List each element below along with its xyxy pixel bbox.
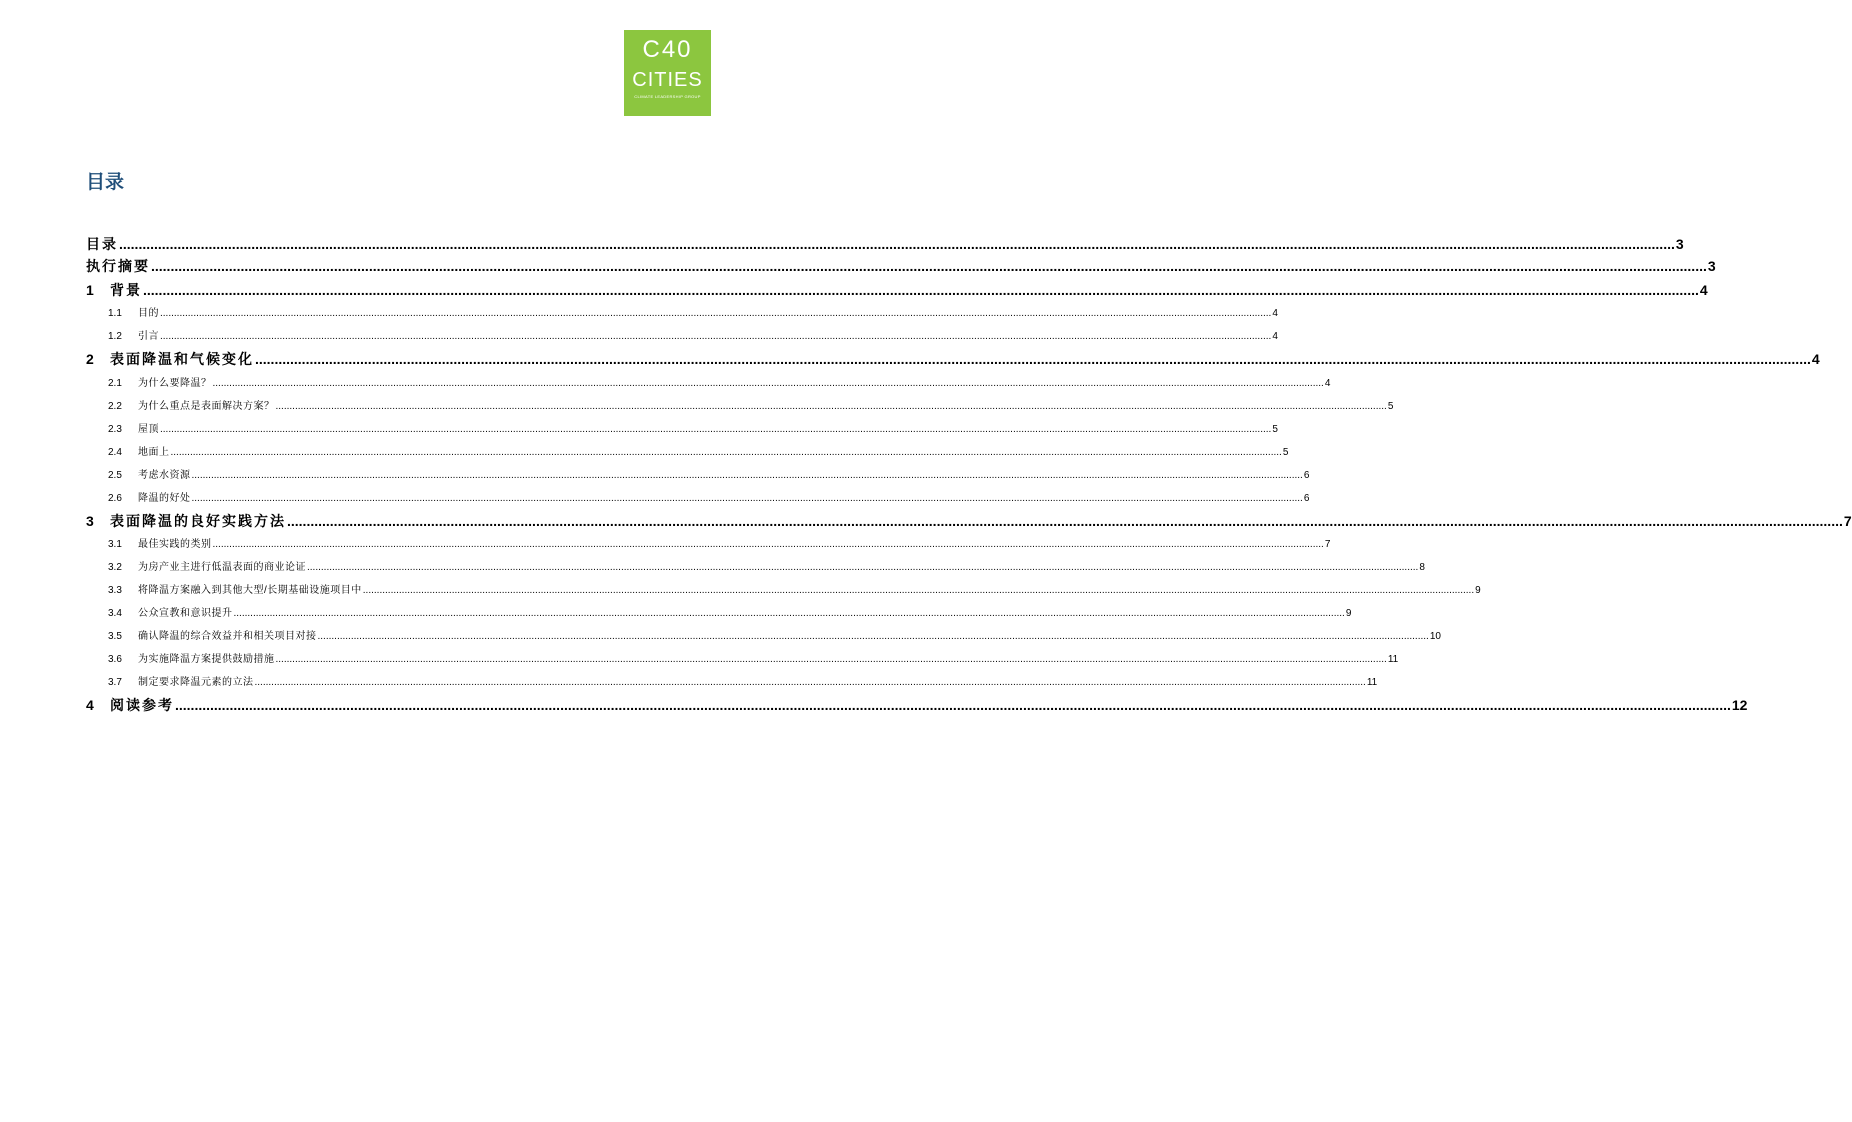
- toc-entry-label: 表面降温的良好实践方法: [110, 512, 286, 529]
- logo-line-2: CITIES: [632, 69, 703, 91]
- toc-entry-page: 4: [1811, 351, 1820, 367]
- toc-entry-page: 9: [1475, 585, 1481, 596]
- toc-entry[interactable]: [86, 625, 1441, 648]
- toc-entry-label: 最佳实践的类别: [138, 539, 212, 550]
- toc-leader-dots: ................................................................................................................................................................................................................................................................................................................................................................................................................: [212, 539, 1324, 550]
- toc-entry-page: 4: [1272, 331, 1278, 342]
- toc-entry-page: 12: [1731, 697, 1748, 713]
- toc-entry[interactable]: [86, 255, 1716, 279]
- toc-entry-label: 目的: [138, 308, 159, 319]
- toc-entry-number: 2.6: [108, 492, 122, 504]
- toc-entry-label: 背景: [110, 281, 142, 298]
- toc-entry-label: 确认降温的综合效益并和相关项目对接: [138, 631, 317, 642]
- toc-entry-label: 地面上: [138, 446, 170, 458]
- toc-entry-page: 4: [1699, 281, 1708, 298]
- toc-entry[interactable]: [86, 395, 1394, 418]
- toc-entry[interactable]: [86, 441, 1289, 464]
- toc-entry-page: 8: [1419, 562, 1425, 573]
- toc-entry-page: 3: [1675, 236, 1684, 252]
- toc-leader-dots: ................................................................................................................................................................................................................................................................................................................................................................................................................: [119, 236, 1675, 252]
- toc-entry[interactable]: [86, 556, 1425, 579]
- toc-entry[interactable]: [86, 348, 1820, 372]
- toc-entry-label: 为房产业主进行低温表面的商业论证: [138, 562, 306, 573]
- toc-entry-label: 执行摘要: [86, 258, 150, 274]
- toc-entry[interactable]: [86, 487, 1310, 510]
- toc-entry-page: 7: [1324, 539, 1331, 550]
- toc-entry[interactable]: [86, 372, 1331, 395]
- toc-entry-page: 6: [1303, 469, 1310, 481]
- toc-leader-dots: ................................................................................................................................................................................................................................................................................................................................................................................................................: [307, 562, 1419, 573]
- toc-leader-dots: ................................................................................................................................................................................................................................................................................................................................................................................................................: [275, 400, 1387, 412]
- toc-entry-number: 3.2: [108, 562, 122, 573]
- table-of-contents: [86, 233, 1852, 718]
- toc-entry-number: 2.4: [108, 446, 122, 458]
- page-title: 目录: [86, 172, 125, 193]
- logo-line-1: C40: [642, 36, 693, 63]
- toc-entry[interactable]: [86, 510, 1852, 534]
- toc-entry-page: 7: [1843, 512, 1852, 529]
- toc-entry-label: 屋顶: [138, 423, 159, 435]
- toc-entry-number: 2: [86, 351, 94, 367]
- toc-leader-dots: ................................................................................................................................................................................................................................................................................................................................................................................................................: [191, 469, 1303, 481]
- toc-entry-number: 1: [86, 281, 94, 298]
- toc-leader-dots: ................................................................................................................................................................................................................................................................................................................................................................................................................: [151, 258, 1707, 274]
- toc-entry-page: 9: [1345, 608, 1352, 619]
- toc-entry[interactable]: [86, 464, 1310, 487]
- toc-entry-label: 目录: [86, 236, 118, 252]
- toc-entry[interactable]: [86, 279, 1708, 303]
- toc-entry-number: 2.5: [108, 469, 122, 481]
- toc-leader-dots: ................................................................................................................................................................................................................................................................................................................................................................................................................: [317, 631, 1429, 642]
- toc-entry-page: 5: [1282, 446, 1289, 458]
- toc-leader-dots: ................................................................................................................................................................................................................................................................................................................................................................................................................: [170, 446, 1282, 458]
- toc-entry-page: 3: [1707, 258, 1716, 274]
- toc-entry[interactable]: [86, 694, 1748, 718]
- toc-entry[interactable]: [86, 302, 1278, 325]
- toc-entry-number: 4: [86, 697, 94, 713]
- toc-entry[interactable]: [86, 579, 1481, 602]
- toc-leader-dots: ................................................................................................................................................................................................................................................................................................................................................................................................................: [233, 608, 1345, 619]
- toc-leader-dots: ................................................................................................................................................................................................................................................................................................................................................................................................................: [254, 677, 1366, 688]
- toc-entry-number: 1.1: [108, 308, 122, 319]
- toc-entry-number: 3.7: [108, 677, 122, 688]
- toc-leader-dots: ................................................................................................................................................................................................................................................................................................................................................................................................................: [212, 377, 1324, 389]
- toc-leader-dots: ................................................................................................................................................................................................................................................................................................................................................................................................................: [143, 281, 1699, 298]
- toc-entry-number: 2.3: [108, 423, 122, 435]
- toc-entry[interactable]: [86, 671, 1378, 694]
- toc-leader-dots: ................................................................................................................................................................................................................................................................................................................................................................................................................: [160, 308, 1272, 319]
- logo-tagline: CLIMATE LEADERSHIP GROUP: [634, 94, 701, 99]
- toc-entry[interactable]: [86, 602, 1352, 625]
- toc-entry-label: 表面降温和气候变化: [110, 351, 254, 367]
- toc-entry-label: 公众宣教和意识提升: [138, 608, 233, 619]
- toc-entry-page: 11: [1387, 654, 1399, 665]
- toc-entry-number: 3: [86, 512, 94, 529]
- toc-leader-dots: ................................................................................................................................................................................................................................................................................................................................................................................................................: [275, 654, 1387, 665]
- toc-entry-label: 降温的好处: [138, 492, 191, 504]
- toc-entry-number: 3.3: [108, 585, 122, 596]
- toc-entry[interactable]: [86, 533, 1331, 556]
- toc-leader-dots: ................................................................................................................................................................................................................................................................................................................................................................................................................: [191, 492, 1303, 504]
- toc-entry-page: 5: [1272, 423, 1278, 435]
- toc-entry-page: 4: [1324, 377, 1331, 389]
- toc-entry-number: 2.2: [108, 400, 122, 412]
- toc-entry-label: 为什么重点是表面解决方案？: [138, 400, 275, 412]
- toc-entry-page: 4: [1272, 308, 1278, 319]
- toc-entry-label: 将降温方案融入到其他大型/长期基础设施项目中: [138, 585, 362, 596]
- toc-entry[interactable]: [86, 418, 1278, 441]
- toc-leader-dots: ................................................................................................................................................................................................................................................................................................................................................................................................................: [175, 697, 1731, 713]
- toc-leader-dots: ................................................................................................................................................................................................................................................................................................................................................................................................................: [160, 423, 1272, 435]
- toc-entry-page: 10: [1429, 631, 1441, 642]
- toc-entry-number: 3.1: [108, 539, 122, 550]
- toc-entry-page: 5: [1387, 400, 1394, 412]
- toc-leader-dots: ................................................................................................................................................................................................................................................................................................................................................................................................................: [255, 351, 1811, 367]
- toc-entry-number: 3.5: [108, 631, 122, 642]
- toc-entry-label: 为实施降温方案提供鼓励措施: [138, 654, 275, 665]
- toc-entry[interactable]: [86, 325, 1278, 348]
- toc-entry-label: 考虑水资源: [138, 469, 191, 481]
- toc-entry[interactable]: [86, 648, 1399, 671]
- toc-entry[interactable]: [86, 233, 1684, 255]
- toc-entry-label: 引言: [138, 331, 159, 342]
- toc-entry-label: 为什么要降温？: [138, 377, 212, 389]
- toc-entry-page: 11: [1366, 677, 1378, 688]
- toc-entry-label: 制定要求降温元素的立法: [138, 677, 254, 688]
- toc-entry-number: 1.2: [108, 331, 122, 342]
- toc-entry-page: 6: [1303, 492, 1310, 504]
- toc-leader-dots: ................................................................................................................................................................................................................................................................................................................................................................................................................: [287, 512, 1843, 529]
- toc-entry-number: 3.4: [108, 608, 122, 619]
- toc-entry-number: 3.6: [108, 654, 122, 665]
- toc-leader-dots: ................................................................................................................................................................................................................................................................................................................................................................................................................: [160, 331, 1272, 342]
- toc-entry-label: 阅读参考: [110, 697, 174, 713]
- toc-leader-dots: ................................................................................................................................................................................................................................................................................................................................................................................................................: [362, 585, 1475, 596]
- c40-cities-logo: [624, 30, 711, 116]
- toc-entry-number: 2.1: [108, 377, 122, 389]
